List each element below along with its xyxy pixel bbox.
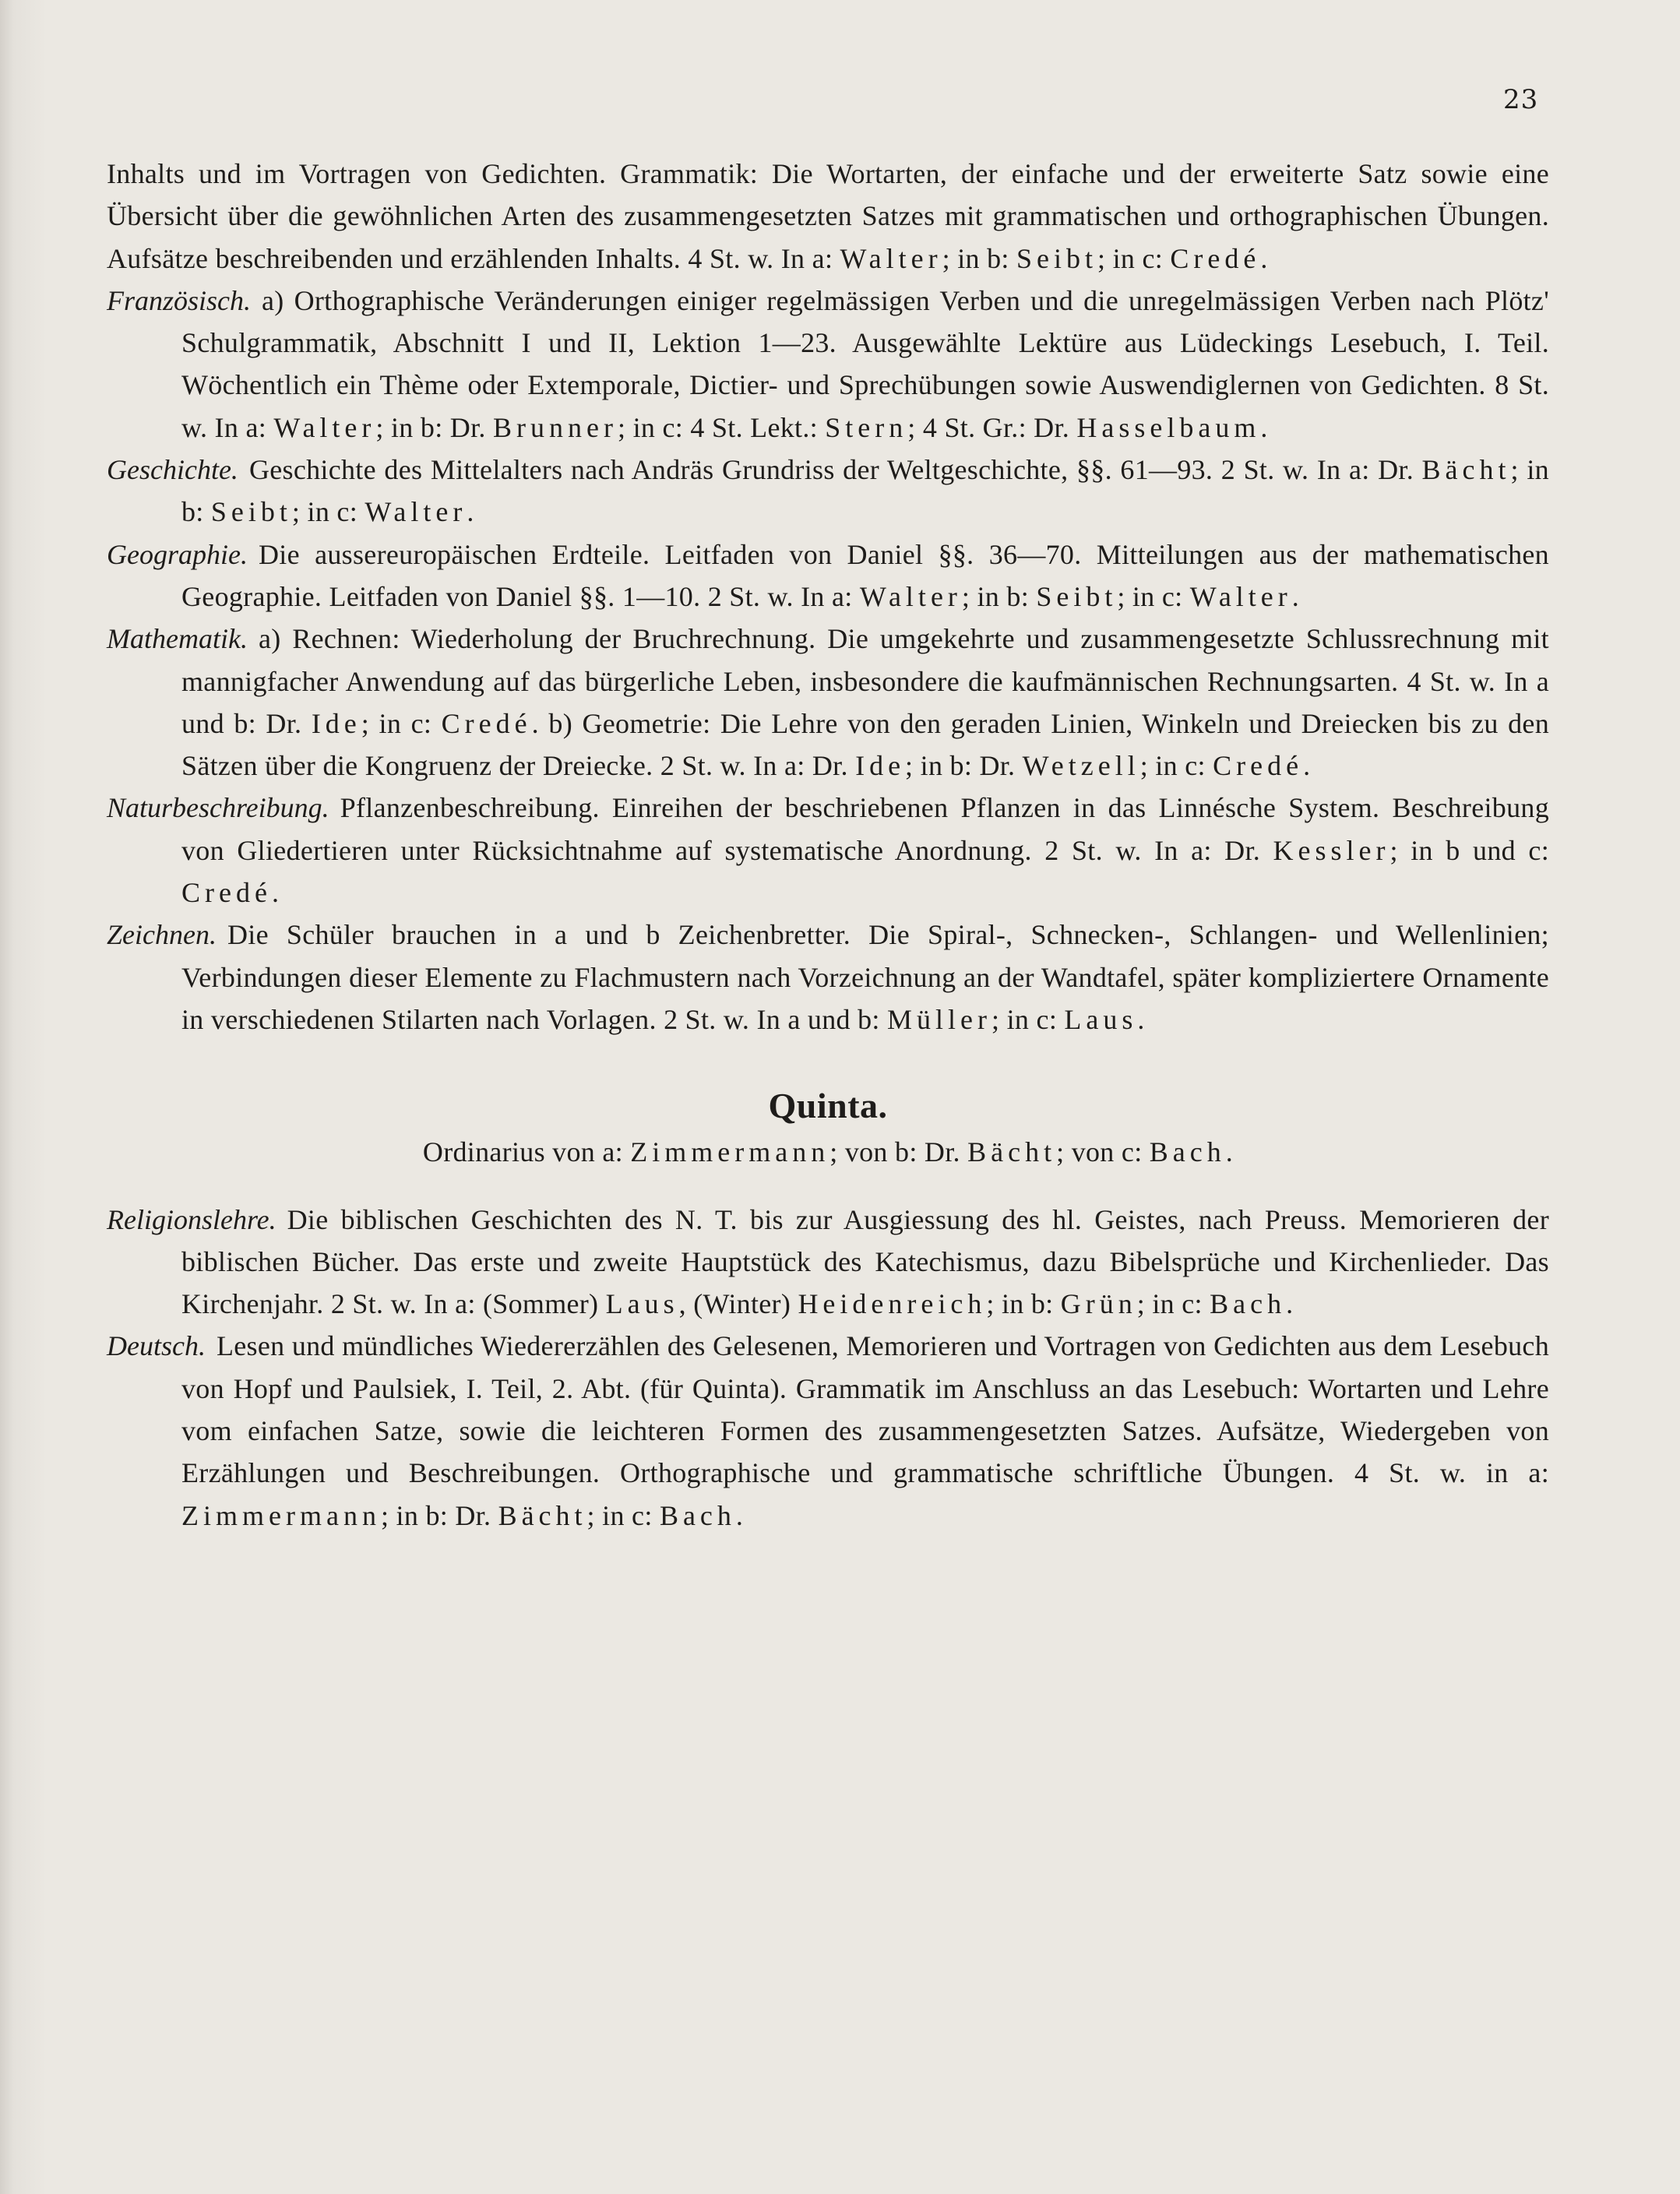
- body-text: [107, 153, 1549, 1537]
- text-run: Die Schüler brauchen in a und b Zeichenbretter. Die Spiral-, Schnecken-, Schlangen- und Wellenlinien; Verbindungen dieser Elemente zu Flachmustern nach Vorzeichnung an der Wandtafel, später kompliziertere Ornamente in verschiedenen Stilarten nach Vorlagen. 2 St. w. In a und b:: [181, 919, 1549, 1035]
- text-run: ; in b:: [961, 580, 1037, 612]
- subject-label: Geographie.: [107, 538, 248, 570]
- text-run: ; in b:: [986, 1288, 1061, 1320]
- spaced-name: Seibt: [1036, 580, 1118, 612]
- text-run: Lesen und mündliches Wiedererzählen des Gelesenen, Memorieren und Vortragen von Gedichten aus dem Lesebuch von Hopf und Paulsiek, I. Teil, 2. Abt. (für Quinta). Grammatik im Anschluss an das Lesebuch: Wortarten und Lehre vom einfachen Satze, sowie die leichteren Formen des zusammengesetzten Satzes. Aufsätze, Wiedergeben von Erzählungen und Beschreibungen. Orthographische und grammatische schriftliche Übungen. 4 St. w. in a:: [181, 1330, 1549, 1489]
- spaced-name: Bach: [659, 1499, 736, 1531]
- spaced-name: Credé: [1170, 242, 1261, 274]
- spaced-name: Walter: [1189, 580, 1292, 612]
- subject-paragraph: [107, 787, 1549, 914]
- subject-label: Religionslehre.: [107, 1203, 276, 1235]
- text-run: ; in b:: [942, 242, 1016, 274]
- text-run: ; in b: Dr.: [375, 411, 493, 443]
- subject-label: Zeichnen.: [107, 919, 217, 951]
- spaced-name: Bächt: [967, 1136, 1057, 1168]
- text-run: ; in c:: [291, 496, 365, 528]
- text-run: .: [1225, 1136, 1234, 1168]
- subject-paragraph: [107, 449, 1549, 534]
- text-run: ; von b: Dr.: [829, 1136, 968, 1168]
- spaced-name: Heidenreich: [798, 1288, 987, 1320]
- text-run: ; in c:: [586, 1499, 660, 1531]
- subject-paragraph: [107, 534, 1549, 618]
- sections-before: [107, 280, 1549, 1041]
- subject-label: Naturbeschreibung.: [107, 792, 329, 824]
- text-run: ; von c:: [1056, 1136, 1150, 1168]
- text-run: ; in b und c:: [1389, 834, 1549, 866]
- subject-label: Französisch.: [107, 284, 252, 316]
- text-run: Die aussereuropäischen Erdteile. Leitfaden von Daniel §§. 36—70. Mitteilungen aus der mathematischen Geographie. Leitfaden von Daniel §§. 1—10. 2 St. w. In a:: [181, 538, 1549, 612]
- spaced-name: Ide: [855, 750, 906, 782]
- subject-label: Deutsch.: [107, 1330, 206, 1362]
- spaced-name: Bach: [1210, 1288, 1287, 1320]
- text-run: .: [1286, 1288, 1294, 1320]
- text-run: .: [1303, 750, 1311, 782]
- spaced-name: Credé: [1213, 750, 1304, 782]
- spaced-name: Laus: [1064, 1003, 1138, 1035]
- text-run: .: [735, 1499, 744, 1531]
- spaced-name: Hasselbaum: [1076, 411, 1261, 443]
- text-run: a) Rechnen: Wiederholung der Bruchrechnung. Die umgekehrte und zusammengesetzte Schlussrechnung mit mannigfacher Anwendung auf das bürgerliche Leben, insbesondere die kaufmännischen Rechnungsarten. 4 St. w. In a und b: Dr.: [181, 623, 1549, 739]
- text-run: Geschichte des Mittelalters nach Andräs Grundriss der Weltgeschichte, §§. 61—93. 2 St. w. In a: Dr.: [248, 454, 1422, 486]
- text-run: a) Orthographische Veränderungen einiger regelmässigen Verben und die unregelmässigen Verben nach Plötz' Schulgrammatik, Abschnitt I und II, Lektion 1—23. Ausgewählte Lektüre aus Lüdeckings Lesebuch, I. Teil. Wöchentlich ein Thème oder Extemporale, Dictier- und Sprechübungen sowie Auswendiglernen von Gedichten. 8 St. w. In a:: [181, 284, 1549, 443]
- text-run: ; in c:: [361, 707, 442, 739]
- sections-quinta: [107, 1199, 1549, 1537]
- spaced-name: Stern: [825, 411, 908, 443]
- spaced-name: Credé: [181, 877, 272, 909]
- spaced-name: Grün: [1060, 1288, 1137, 1320]
- text-run: Inhalts und im Vortragen von Gedichten. Grammatik: Die Wortarten, der einfache und der erweiterte Satz sowie eine Übersicht über die gewöhnlichen Arten des zusammengesetzten Satzes mit grammatischen und orthographischen Übungen. Aufsätze beschreibenden und erzählenden Inhalts. 4 St. w. In a:: [107, 158, 1549, 274]
- spaced-name: Bächt: [1421, 454, 1511, 486]
- text-run: .: [1137, 1003, 1145, 1035]
- spaced-name: Walter: [365, 496, 467, 528]
- text-run: Pflanzenbeschreibung. Einreihen der beschriebenen Pflanzen in das Linnésche System. Beschreibung von Gliedertieren unter Rücksichtnahme auf systematische Anordnung. 2 St. w. In a: Dr.: [181, 792, 1549, 866]
- text-run: .: [1260, 411, 1268, 443]
- spaced-name: Credé: [441, 707, 532, 739]
- spaced-name: Seibt: [210, 496, 292, 528]
- subject-paragraph: [107, 1325, 1549, 1536]
- spaced-name: Laus: [605, 1288, 679, 1320]
- intro-paragraph: [107, 153, 1549, 280]
- spaced-name: Bach: [1149, 1136, 1226, 1168]
- text-run: ; 4 St. Gr.: Dr.: [907, 411, 1077, 443]
- spaced-name: Walter: [840, 242, 942, 274]
- text-run: , (Winter): [678, 1288, 798, 1320]
- section-heading-quinta: Quinta.: [768, 1086, 888, 1126]
- text-run: ; in c:: [1139, 750, 1213, 782]
- text-run: ; in c:: [991, 1003, 1065, 1035]
- section-subtitle-ordinarius: [107, 1131, 1549, 1173]
- spaced-name: Zimmermann: [181, 1499, 381, 1531]
- text-run: .: [1260, 242, 1268, 274]
- subject-paragraph: [107, 1199, 1549, 1326]
- text-run: ; in c:: [1117, 580, 1190, 612]
- subject-label: Geschichte.: [107, 454, 238, 486]
- subject-paragraph: [107, 914, 1549, 1041]
- text-run: .: [1291, 580, 1300, 612]
- spaced-name: Wetzell: [1022, 750, 1140, 782]
- spaced-name: Zimmermann: [630, 1136, 830, 1168]
- subject-label: Mathematik.: [107, 623, 248, 655]
- spaced-name: Bächt: [498, 1499, 587, 1531]
- text-run: ; in b: Dr.: [905, 750, 1023, 782]
- text-run: Die biblischen Geschichten des N. T. bis zur Ausgiessung des hl. Geistes, nach Preuss. Memorieren der biblischen Bücher. Das erste und zweite Hauptstück des Katechismus, dazu Bibelsprüche und Kirchenlieder. Das Kirchenjahr. 2 St. w. In a: (Sommer): [181, 1203, 1549, 1320]
- page-number: 23: [1503, 84, 1539, 115]
- spaced-name: Müller: [887, 1003, 992, 1035]
- text-run: .: [271, 877, 280, 909]
- subject-paragraph: [107, 280, 1549, 449]
- spaced-name: Kessler: [1273, 834, 1390, 866]
- text-run: ; in b:: [181, 454, 1549, 528]
- text-run: ; in c:: [1097, 242, 1171, 274]
- text-run: ; in c:: [1136, 1288, 1210, 1320]
- subject-paragraph: [107, 618, 1549, 787]
- spaced-name: Ide: [311, 707, 361, 739]
- text-run: . b) Geometrie: Die Lehre von den geraden Linien, Winkeln und Dreiecken bis zu den Sätzen über die Kongruenz der Dreiecke. 2 St. w. In a: Dr.: [181, 707, 1550, 782]
- text-run: ; in c: 4 St. Lekt.:: [617, 411, 826, 443]
- spaced-name: Seibt: [1016, 242, 1098, 274]
- text-run: ; in b: Dr.: [380, 1499, 498, 1531]
- spaced-name: Walter: [273, 411, 376, 443]
- text-run: .: [467, 496, 474, 528]
- spaced-name: Walter: [859, 580, 962, 612]
- text-run: Ordinarius von a:: [422, 1136, 631, 1168]
- spaced-name: Brunner: [493, 411, 618, 443]
